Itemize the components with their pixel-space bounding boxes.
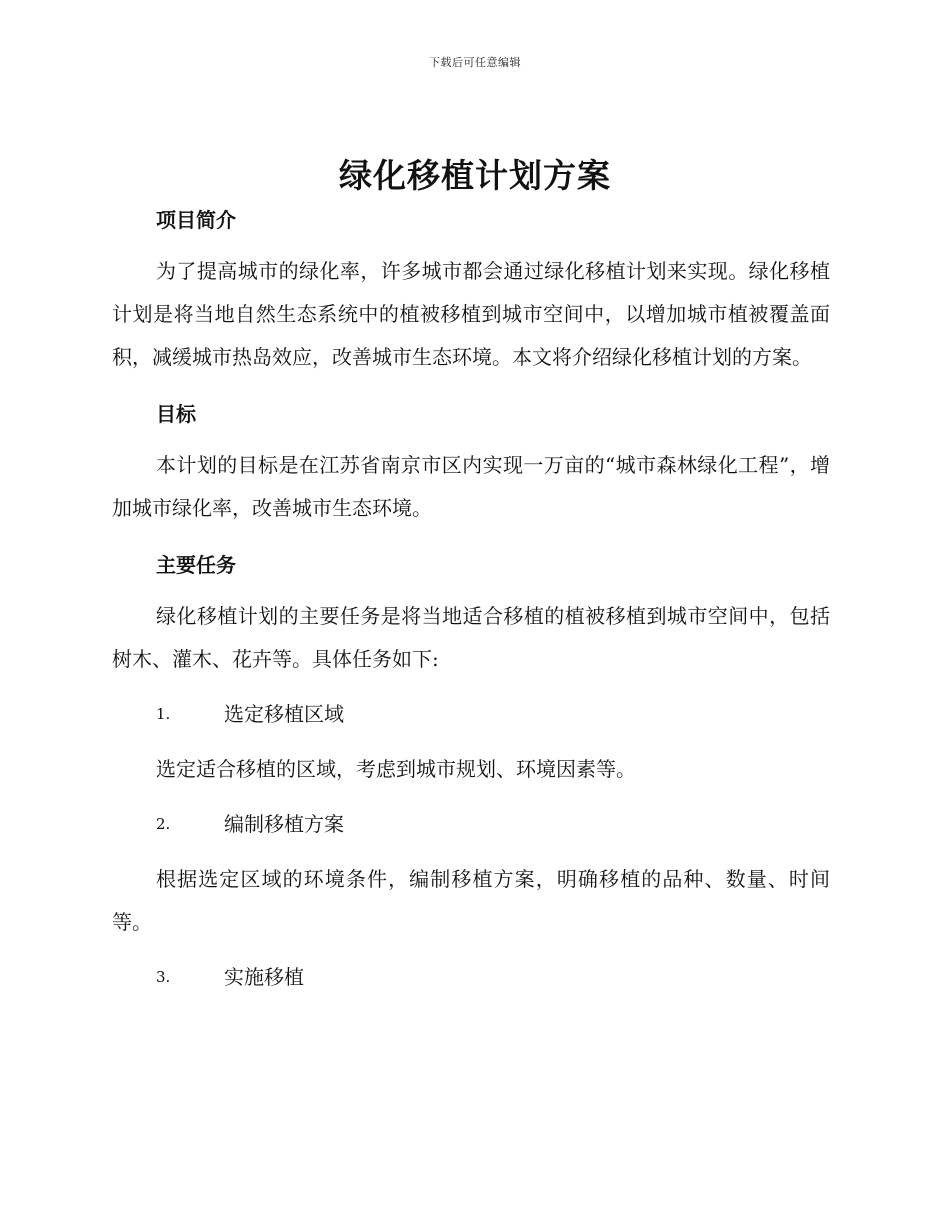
- tasks-paragraph: 绿化移植计划的主要任务是将当地适合移植的植被移植到城市空间中，包括树木、灌木、花卉等。具体任务如下:: [112, 604, 830, 671]
- list-item-number: 2.: [156, 815, 171, 833]
- section-heading-intro: 项目简介: [156, 208, 236, 232]
- list-item-title: 选定移植区域: [224, 702, 344, 726]
- document-title: 绿化移植计划方案: [339, 156, 611, 195]
- header-note: 下载后可任意编辑: [429, 56, 521, 69]
- list-item-title: 实施移植: [224, 965, 304, 989]
- document-body: [112, 202, 830, 999]
- goal-paragraph: 本计划的目标是在江苏省南京市区内实现一万亩的“城市森林绿化工程”，增加城市绿化率，改善城市生态环境。: [112, 453, 830, 520]
- intro-paragraph: 为了提高城市的绿化率，许多城市都会通过绿化移植计划来实现。绿化移植计划是将当地自然生态系统中的植被移植到城市空间中，以增加城市植被覆盖面积，减缓城市热岛效应，改善城市生态环境。本文将介绍绿化移植计划的方案。: [112, 259, 830, 369]
- list-item-number: 1.: [156, 705, 171, 723]
- list-item-description: 根据选定区域的环境条件，编制移植方案，明确移植的品种、数量、时间等。: [112, 867, 830, 934]
- section-heading-goal: 目标: [156, 402, 196, 426]
- list-item: [112, 803, 830, 846]
- list-item: [112, 956, 830, 999]
- list-item-title: 编制移植方案: [224, 812, 344, 836]
- list-item-number: 3.: [156, 968, 171, 986]
- list-item: [112, 693, 830, 736]
- list-item-description: 选定适合移植的区域，考虑到城市规划、环境因素等。: [156, 757, 636, 781]
- section-heading-tasks: 主要任务: [156, 553, 236, 577]
